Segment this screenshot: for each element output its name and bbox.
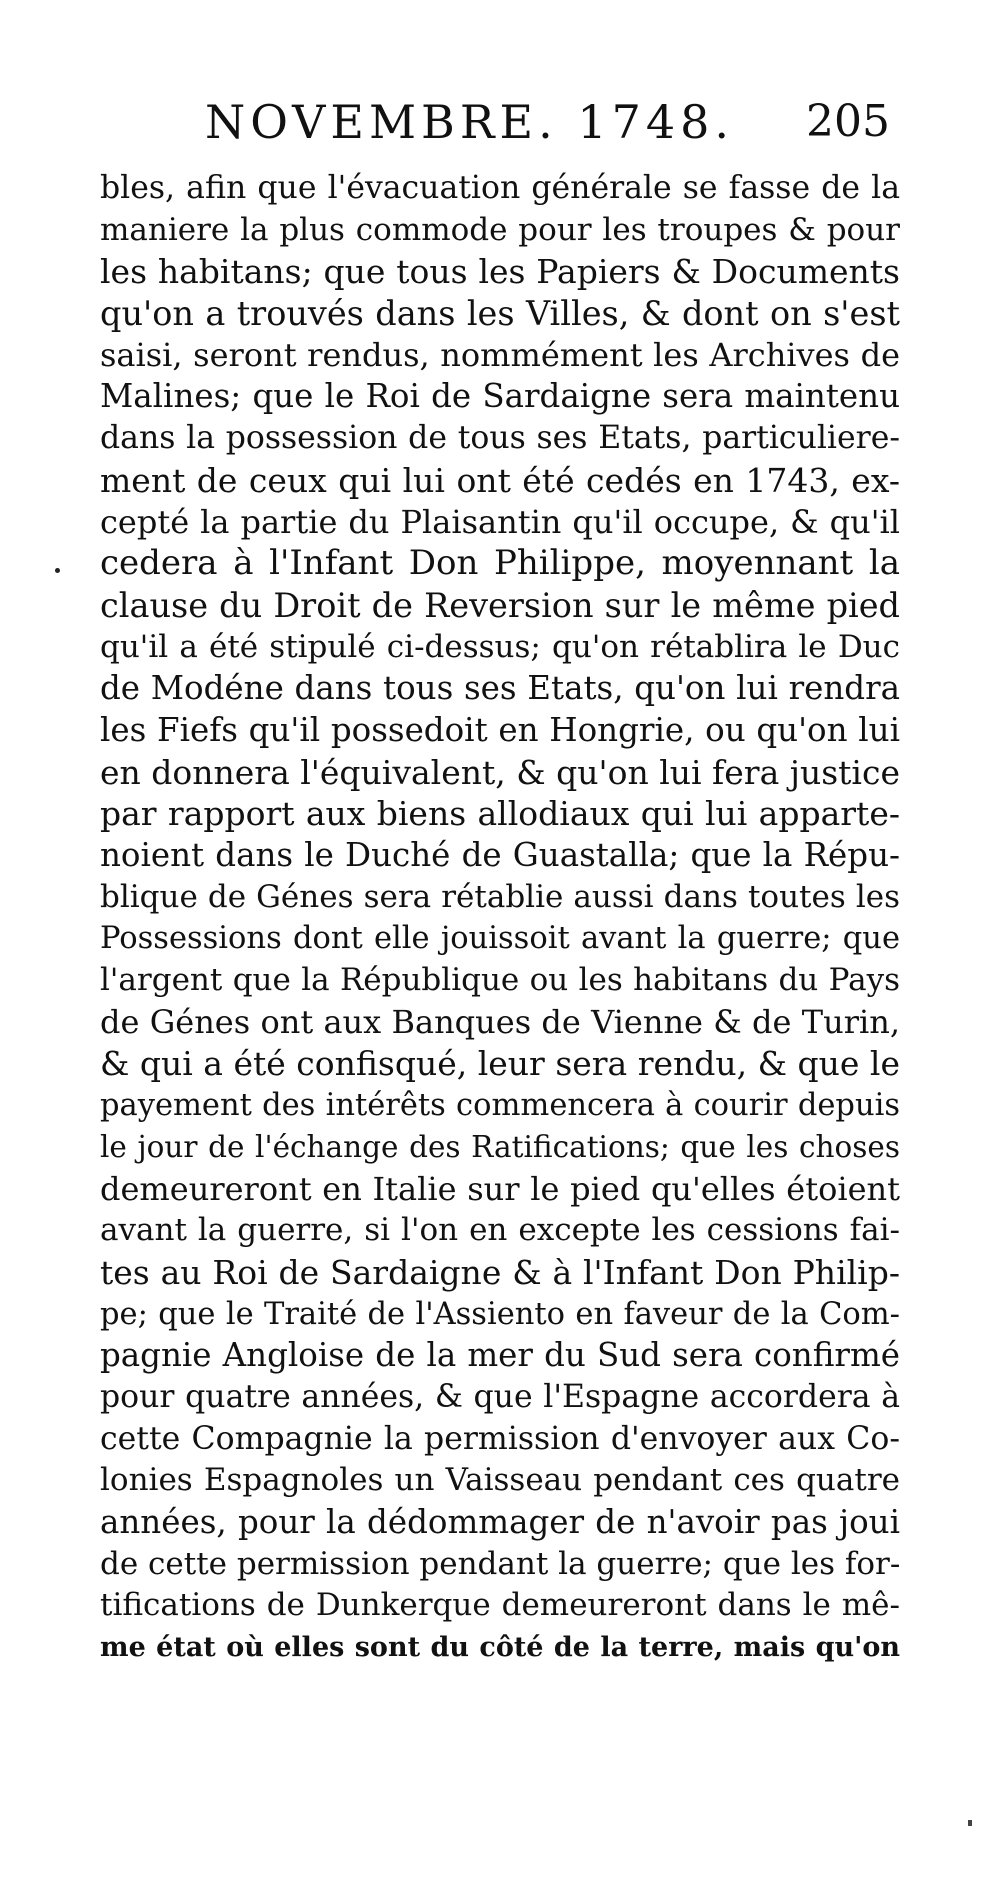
body-text [100,168,900,1669]
print-speck [968,1820,972,1826]
text-line: pour quatre années, & que l'Espagne accordera à [100,1378,900,1415]
text-line: pagnie Angloise de la mer du Sud sera confirmé [100,1336,900,1375]
page-number: 205 [806,96,890,147]
text-line: avant la guerre, si l'on en excepte les cessions fai- [100,1212,900,1249]
text-line: payement des intérêts commencera à courir depuis [100,1088,900,1124]
margin-dot [55,568,60,573]
text-line: le jour de l'échange des Ratifications; que les choses [100,1129,900,1164]
text-line: années, pour la dédommager de n'avoir pas joui [100,1503,900,1541]
text-line: cedera à l'Infant Don Philippe, moyennant la [100,543,900,584]
text-line: tifications de Dunkerque demeureront dans le mê- [100,1587,900,1624]
text-line: qu'on a trouvés dans les Villes, & dont on s'est [100,294,900,334]
text-line: bles, afin que l'évacuation générale se fasse de la [100,170,900,206]
text-line: de cette permission pendant la guerre; que les for- [100,1545,900,1582]
text-line: me état où elles sont du côté de la terre, mais qu'on [100,1632,900,1664]
text-line: noient dans le Duché de Guastalla; que la Répu- [100,836,900,874]
running-title: NOVEMBRE. 1748. [205,95,735,149]
text-line: qu'il a été stipulé ci-dessus; qu'on rétablira le Duc [100,628,900,665]
text-line: les Fiefs qu'il possedoit en Hongrie, ou qu'on lui [100,710,900,749]
text-line: clause du Droit de Reversion sur le même pied [100,585,900,625]
text-line: cepté la partie du Plaisantin qu'il occupe, & qu'il [100,502,900,541]
text-line: & qui a été confisqué, leur sera rendu, & que le [100,1044,900,1084]
text-line: maniere la plus commode pour les troupes & pour [100,211,900,248]
text-line: cette Compagnie la permission d'envoyer aux Co- [100,1420,900,1457]
text-line: blique de Génes sera rétablie aussi dans toutes les [100,878,900,915]
text-line: les habitans; que tous les Papiers & Documents [100,252,900,292]
text-line: par rapport aux biens allodiaux qui lui apparte- [100,794,900,834]
text-line: ment de ceux qui lui ont été cedés en 1743, ex- [100,460,900,500]
text-line: de Modéne dans tous ses Etats, qu'on lui rendra [100,669,900,708]
text-line: lonies Espagnoles un Vaisseau pendant ces quatre [100,1462,900,1499]
text-line: en donnera l'équivalent, & qu'on lui fera justice [100,752,900,792]
text-line: dans la possession de tous ses Etats, particuliere- [100,420,900,457]
text-line: Malines; que le Roi de Sardaigne sera maintenu [100,377,900,416]
text-line: pe; que le Traité de l'Assiento en faveur de la Com- [100,1296,900,1332]
text-line: saisi, seront rendus, nommément les Archives de [100,335,900,374]
text-line: demeureront en Italie sur le pied qu'elles étoient [100,1169,900,1208]
text-line: Possessions dont elle jouissoit avant la guerre; que [100,921,900,957]
text-line: de Génes ont aux Banques de Vienne & de Turin, [100,1002,900,1041]
text-line: l'argent que la République ou les habitans du Pays [100,962,900,999]
text-line: tes au Roi de Sardaigne & à l'Infant Don Philip- [100,1252,900,1292]
page-header [100,92,900,152]
